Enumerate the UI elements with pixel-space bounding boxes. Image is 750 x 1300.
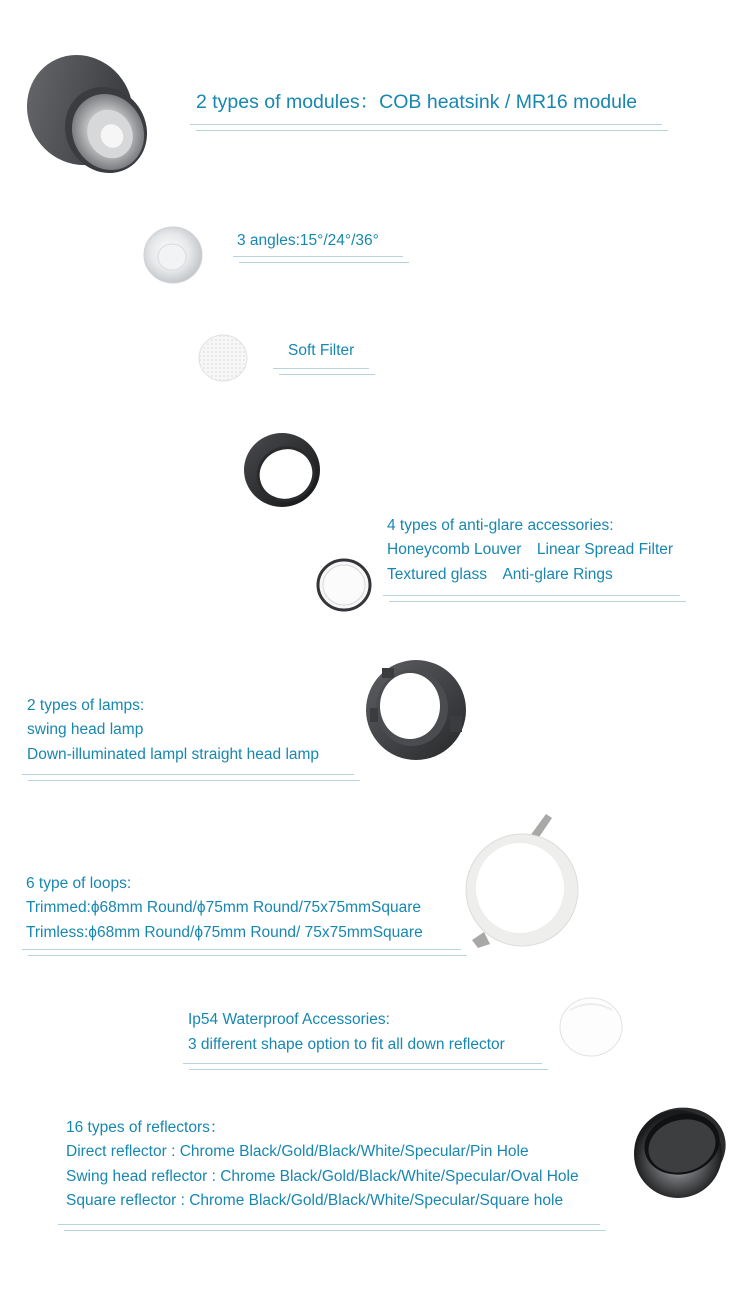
item-5-line-1: 2 types of lamps:: [27, 697, 145, 714]
item-3-divider-bottom: [279, 374, 375, 375]
item-3-divider-top: [273, 368, 369, 369]
item-6-line-2: Trimmed:ϕ68mm Round/ϕ75mm Round/75x75mmSquare: [26, 899, 421, 916]
item-1-divider-bottom: [196, 130, 668, 131]
item-8-divider-top: [58, 1224, 600, 1225]
item-6-line-3: Trimless:ϕ68mm Round/ϕ75mm Round/ 75x75mmSquare: [26, 924, 423, 941]
item-4-divider-bottom: [389, 601, 686, 602]
lens-icon: [142, 225, 204, 285]
item-5-divider-bottom: [28, 780, 360, 781]
anti-glare-ring-icon: [242, 430, 322, 510]
item-2-divider-top: [233, 256, 403, 257]
item-7-line-1: Ip54 Waterproof Accessories:: [188, 1011, 390, 1028]
item-7-divider-top: [183, 1063, 542, 1064]
item-8-line-2: Direct reflector : Chrome Black/Gold/Black/White/Specular/Pin Hole: [66, 1143, 529, 1160]
item-7-line-2: 3 different shape option to fit all down reflector: [188, 1036, 505, 1053]
item-8-divider-bottom: [64, 1230, 606, 1231]
item-2-line-1: 3 angles:15°/24°/36°: [237, 232, 379, 249]
item-4-line-1: 4 types of anti-glare accessories:: [387, 517, 614, 534]
item-2-divider-bottom: [239, 262, 409, 263]
item-1-line-1: 2 types of modules：COB heatsink / MR16 module: [196, 91, 638, 113]
item-6-divider-top: [22, 949, 461, 950]
item-6-divider-bottom: [28, 955, 467, 956]
item-5-line-2: swing head lamp: [27, 721, 144, 738]
item-4-divider-top: [383, 595, 680, 596]
item-1-divider-top: [190, 124, 662, 125]
item-6-line-1: 6 type of loops:: [26, 875, 132, 892]
loop-ring-icon: [462, 812, 582, 950]
item-8-line-4: Square reflector : Chrome Black/Gold/Black/White/Specular/Square hole: [66, 1192, 564, 1209]
item-3-line-1: Soft Filter: [288, 342, 355, 359]
item-8-line-3: Swing head reflector : Chrome Black/Gold/Black/White/Specular/Oval Hole: [66, 1168, 579, 1185]
item-4-line-2: Honeycomb Louver Linear Spread Filter: [387, 541, 674, 558]
reflector-icon: [630, 1104, 728, 1200]
item-8-line-1: 16 types of reflectors：: [66, 1119, 226, 1136]
cob-heatsink-module-icon: [24, 48, 150, 178]
item-5-divider-top: [22, 774, 354, 775]
lamp-housing-icon: [364, 656, 470, 764]
item-7-divider-bottom: [189, 1069, 548, 1070]
soft-filter-icon: [198, 334, 248, 382]
item-5-line-3: Down-illuminated lampl straight head lamp: [27, 746, 320, 763]
item-4-line-3: Textured glass Anti-glare Rings: [387, 566, 613, 583]
waterproof-disc-icon: [558, 996, 624, 1058]
textured-glass-icon: [316, 558, 372, 612]
